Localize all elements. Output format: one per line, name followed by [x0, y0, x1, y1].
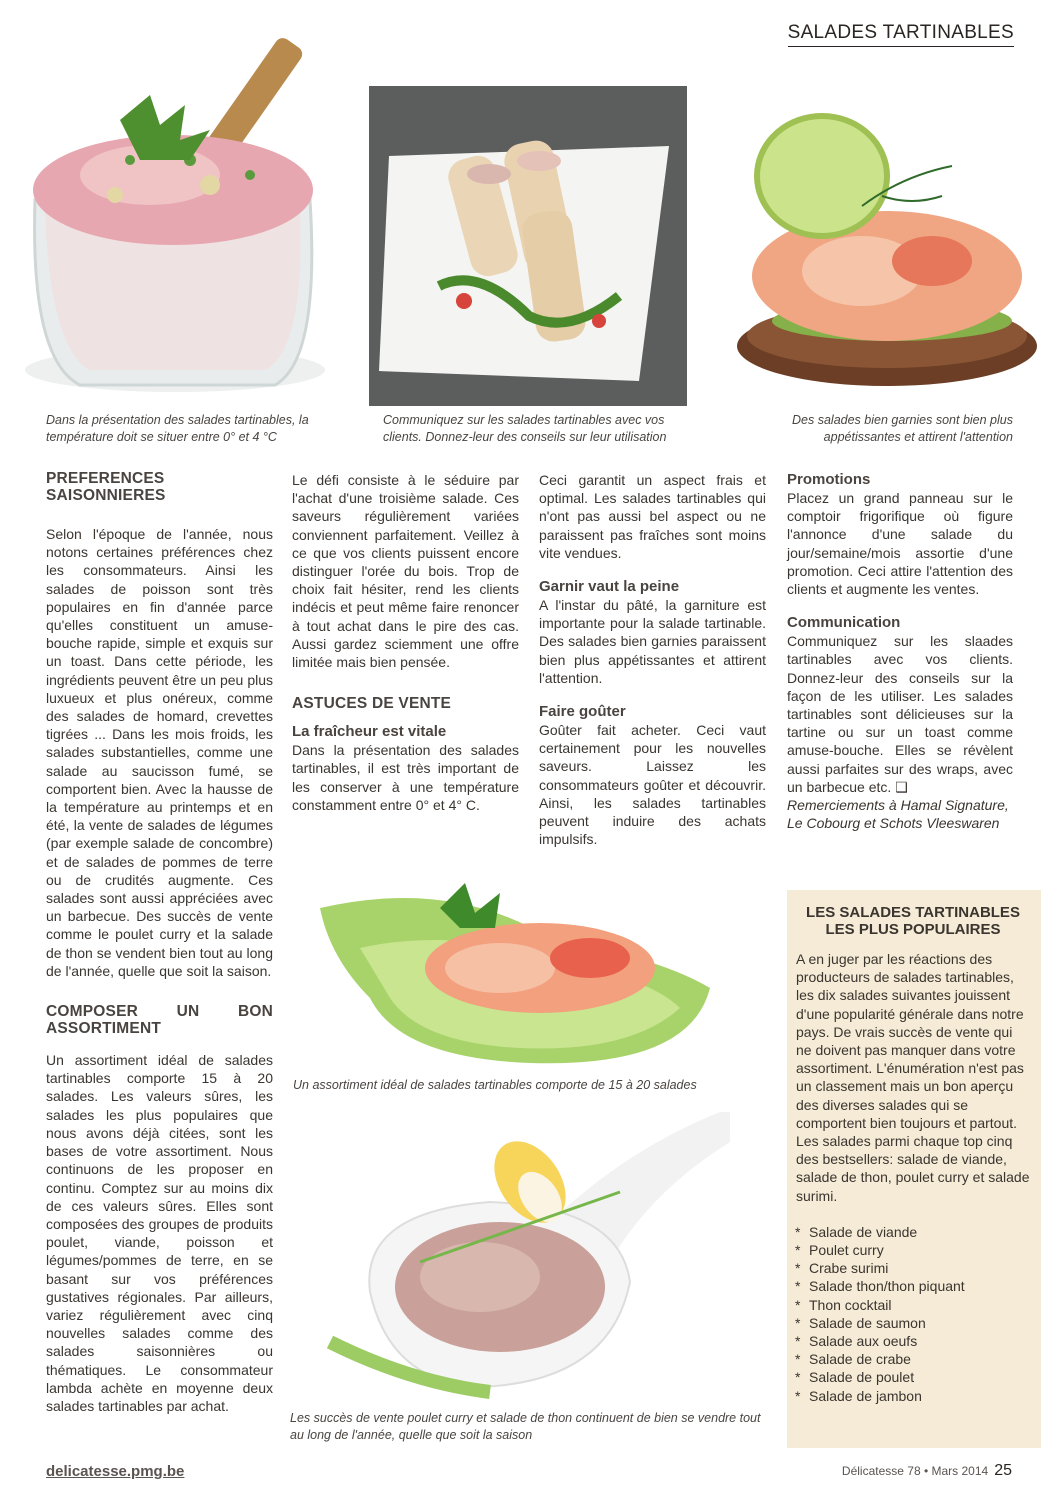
paragraph-freshness: Dans la présentation des salades tartinables, il est très important de les conserver à une température constamment entre 0° et 4° C. — [292, 742, 519, 813]
paragraph-preferences: Selon l'époque de l'année, nous notons certaines préférences chez les consommateurs. Ainsi les salades de poisson sont très populaires en fin d'année parce qu'elles constituent un amuse-bouche rapide, simple et exquis sur un toast. Dans cette période, les ingrédients peuvent être un peu plus luxueux et plus onéreux, comme des salades de homard, crevettes tigrées ... Dans les mois froids, les salades substantielles, comme une salade au saucisson fumé, se comportent bien. Avec la hausse de la température au printemps et en été, la vente de salades de légumes (par exemple salade de concombre) et de salades de pommes de terre ou de crudités augmente. Ces salades sont aussi appréciées avec un barbecue. Des succès de vente comme le poulet curry et la salade de thon se vendent bien tout au long de l'année, quelle que soit la saison. — [46, 526, 273, 979]
caption-photo1: Dans la présentation des salades tartinables, la température doit se situer entre 0° et 4 °C — [46, 413, 309, 444]
paragraph-garnish: A l'instar du pâté, la garniture est importante pour la salade tartinable. Des salades bien garnies paraissent bien plus appétissantes et attirent l'attention. — [539, 597, 766, 686]
list-item: * Salade de jambon — [795, 1387, 922, 1404]
subheading-tasting: Faire goûter — [539, 703, 626, 721]
paragraph-challenge: Le défi consiste à le séduire par l'achat d'une troisième salade. Ces saveurs régulièrement variées conviennent parfaitement. Veillez à ce que vos clients puissent encore distinguer l'orée du bois. Trop de choix fait hésiter, rend les clients indécis et peut même faire renoncer à tout achat dans le pire des cas. Aussi gardez sciemment une offre limitée mais bien pensée. — [292, 472, 519, 671]
subheading-promotions: Promotions — [787, 471, 871, 488]
list-item: * Poulet curry — [795, 1242, 884, 1259]
sidebar-body: A en juger par les réactions des producteurs de salades tartinables, les dix salades suivantes jouissent d'une popularité générale dans notre pays. De vrais succès de vente qui ne doivent pas manquer dans votre assortiment. L'énumération n'est pas un classement mais un bon aperçu des diverses salades qui se comportent bien toujours et partout. Les salades parmi chaque top cinq des bestsellers: salade de viande, salade de thon, poulet curry et salade surimi. — [796, 951, 1030, 1204]
photo-wraps — [369, 86, 687, 406]
page-number: 25 — [994, 1462, 1012, 1479]
article-column-2 — [292, 471, 519, 814]
sidebar-popular-salads — [787, 890, 1041, 1448]
sidebar-title: LES SALADES TARTINABLES LES PLUS POPULAIRES — [806, 904, 1020, 938]
spoon-tuna-illustration — [290, 1112, 730, 1402]
article-column-4 — [787, 471, 1013, 832]
section-header: SALADES TARTINABLES — [788, 22, 1014, 47]
popular-salads-list — [795, 1223, 1031, 1405]
wraps-illustration — [369, 86, 687, 406]
photo-spoon-tuna — [290, 1112, 730, 1402]
subheading-communication: Communication — [787, 614, 901, 632]
subheading-freshness: La fraîcheur est vitale — [292, 723, 447, 741]
list-item: * Salade de poulet — [795, 1369, 915, 1386]
heading-assortment: COMPOSER UN BON ASSORTIMENT — [46, 1003, 273, 1038]
list-item: * Salade de saumon — [795, 1314, 926, 1331]
photo-salad-jar — [10, 10, 355, 410]
paragraph-fresh-aspect: Ceci garantit un aspect frais et optimal. Les salades tartinables qui n'ont pas aussi bel aspect ou ne paraissent pas fraîches sont moins vite vendues. — [539, 472, 766, 561]
caption-photo2: Communiquez sur les salades tartinables avec vos clients. Donnez-leur des conseils sur leur utilisation — [383, 413, 667, 444]
heading-sales-tips: ASTUCES DE VENTE — [292, 695, 452, 713]
caption-photo5: Les succès de vente poulet curry et salade de thon continuent de bien se vendre tout au long de l'année, quelle que soit la saison — [290, 1411, 761, 1442]
article-column-3 — [539, 471, 766, 848]
paragraph-assortment: Un assortiment idéal de salades tartinables comporte 15 à 20 salades. Les valeurs sûres, les salades les plus populaires que nous avons déjà citées, sont les bases de votre assortiment. Nous continuons de les proposer en continu. Comptez sur au moins dix de ces valeurs sûres. Elles sont composées des groupes de produits poulet, viande, poisson et légumes/pommes de terre, en se basant sur vos préférences gustatives régionales. Par ailleurs, variez régulièrement avec cinq nouvelles salades comme des salades saisonnières ou thématiques. Le consommateur lambda achète en moyenne deux salades tartinables par achat. — [46, 1052, 273, 1414]
paragraph-promotions: Placez un grand panneau sur le comptoir frigorifique où figure l'annonce d'une salade du jour/semaine/mois assortie d'une promotion. Ceci attire l'attention des clients et augmente les ventes. — [787, 490, 1013, 598]
heading-preferences: PREFERENCES SAISONNIERES — [46, 470, 166, 504]
communication-text: Communiquez sur les slaades tartinables avec vos clients. Donnez-leur des conseils sur la façon de les utiliser. Les salades tartinables sont délicieuses sur la tartine ou sur un toast comme amuse-bouche. Elles se révèlent aussi parfaites sur des wraps, avec un barbecue etc. — [787, 633, 1013, 795]
list-item: * Salade de crabe — [795, 1351, 911, 1368]
paragraph-tasting: Goûter fait acheter. Ceci vaut certainement pour les nouvelles saveurs. Laissez les consommateurs goûter et découvrir. Ainsi, les salades tartinables peuvent induire des achats impulsifs. — [539, 722, 766, 848]
article-column-1 — [46, 470, 273, 1415]
list-item: * Salade thon/thon piquant — [795, 1278, 965, 1295]
issue-label: Délicatesse 78 • Mars 2014 — [841, 1464, 989, 1478]
credits: Remerciements à Hamal Signature, Le Cobourg et Schots Vleeswaren — [787, 797, 1009, 832]
list-item: * Salade aux oeufs — [795, 1333, 918, 1350]
paragraph-communication — [787, 632, 1013, 796]
caption-photo4: Un assortiment idéal de salades tartinables comporte de 15 à 20 salades — [293, 1078, 697, 1092]
list-item: * Crabe surimi — [795, 1260, 889, 1277]
caption-photo3: Des salades bien garnies sont bien plus appétissantes et attirent l'attention — [792, 413, 1013, 444]
salad-jar-illustration — [10, 10, 355, 410]
subheading-garnish: Garnir vaut la peine — [539, 578, 680, 596]
end-mark: ❑ — [895, 778, 908, 795]
photo-toast-salad — [712, 96, 1047, 406]
footer-website-link[interactable]: delicatesse.pmg.be — [46, 1463, 185, 1480]
footer-issue-info — [842, 1462, 1012, 1480]
list-item: * Thon cocktail — [795, 1296, 892, 1313]
lettuce-crab-illustration — [300, 868, 720, 1073]
toast-salad-illustration — [712, 96, 1047, 406]
photo-lettuce-crab — [300, 868, 720, 1073]
list-item: * Salade de viande — [795, 1223, 918, 1240]
